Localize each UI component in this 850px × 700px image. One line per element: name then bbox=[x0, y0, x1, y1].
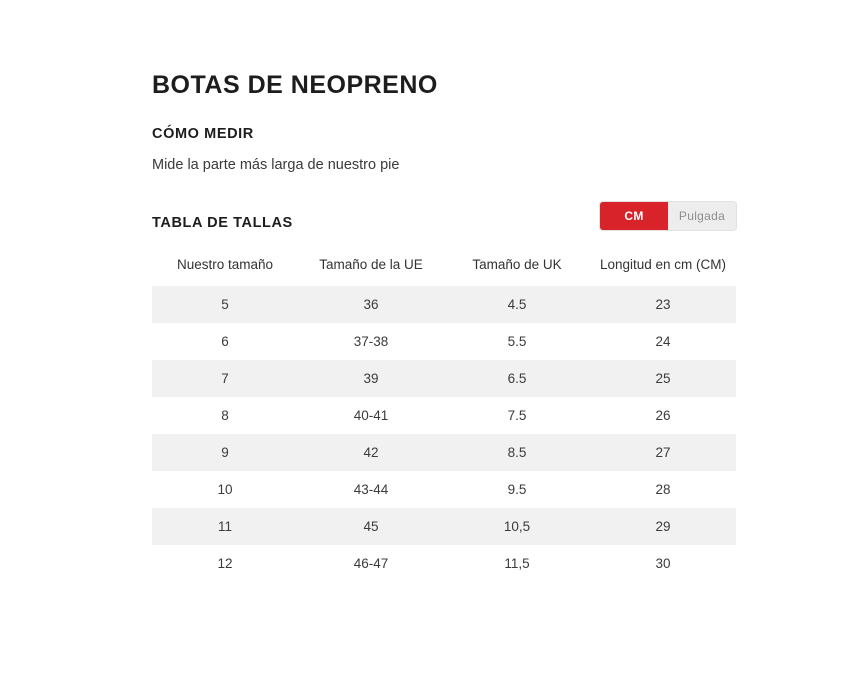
cell-our-size: 5 bbox=[152, 286, 298, 323]
table-row bbox=[152, 323, 736, 360]
cell-length-cm: 25 bbox=[590, 360, 736, 397]
cell-uk-size: 9.5 bbox=[444, 471, 590, 508]
cell-eu-size: 43-44 bbox=[298, 471, 444, 508]
column-header-length-cm: Longitud en cm (CM) bbox=[590, 248, 736, 286]
column-header-uk-size: Tamaño de UK bbox=[444, 248, 590, 286]
table-row bbox=[152, 508, 736, 545]
size-table-head bbox=[152, 248, 736, 286]
size-chart-heading: TABLA DE TALLAS bbox=[152, 215, 293, 232]
column-header-our-size: Nuestro tamaño bbox=[152, 248, 298, 286]
cell-our-size: 7 bbox=[152, 360, 298, 397]
table-row bbox=[152, 434, 736, 471]
unit-toggle-inch[interactable]: Pulgada bbox=[668, 202, 736, 230]
cell-length-cm: 24 bbox=[590, 323, 736, 360]
cell-length-cm: 29 bbox=[590, 508, 736, 545]
table-header-row bbox=[152, 248, 736, 286]
cell-eu-size: 36 bbox=[298, 286, 444, 323]
cell-eu-size: 45 bbox=[298, 508, 444, 545]
size-chart-header bbox=[152, 208, 736, 238]
table-row bbox=[152, 545, 736, 582]
cell-length-cm: 28 bbox=[590, 471, 736, 508]
cell-length-cm: 23 bbox=[590, 286, 736, 323]
cell-our-size: 6 bbox=[152, 323, 298, 360]
cell-our-size: 10 bbox=[152, 471, 298, 508]
cell-uk-size: 8.5 bbox=[444, 434, 590, 471]
cell-our-size: 9 bbox=[152, 434, 298, 471]
cell-uk-size: 7.5 bbox=[444, 397, 590, 434]
cell-length-cm: 27 bbox=[590, 434, 736, 471]
size-table bbox=[152, 248, 736, 582]
cell-eu-size: 42 bbox=[298, 434, 444, 471]
content-container bbox=[152, 72, 736, 582]
cell-our-size: 11 bbox=[152, 508, 298, 545]
column-header-eu-size: Tamaño de la UE bbox=[298, 248, 444, 286]
cell-our-size: 8 bbox=[152, 397, 298, 434]
cell-eu-size: 37-38 bbox=[298, 323, 444, 360]
cell-uk-size: 4.5 bbox=[444, 286, 590, 323]
table-row bbox=[152, 286, 736, 323]
cell-eu-size: 46-47 bbox=[298, 545, 444, 582]
unit-toggle[interactable] bbox=[600, 202, 736, 230]
cell-uk-size: 6.5 bbox=[444, 360, 590, 397]
how-to-measure-heading: CÓMO MEDIR bbox=[152, 125, 254, 142]
page-title: BOTAS DE NEOPRENO bbox=[152, 71, 438, 99]
cell-our-size: 12 bbox=[152, 545, 298, 582]
table-row bbox=[152, 471, 736, 508]
cell-uk-size: 10,5 bbox=[444, 508, 590, 545]
cell-uk-size: 11,5 bbox=[444, 545, 590, 582]
size-table-body bbox=[152, 286, 736, 582]
unit-toggle-cm[interactable]: CM bbox=[600, 202, 668, 230]
cell-length-cm: 30 bbox=[590, 545, 736, 582]
how-to-measure-text: Mide la parte más larga de nuestro pie bbox=[152, 156, 400, 173]
cell-eu-size: 39 bbox=[298, 360, 444, 397]
cell-eu-size: 40-41 bbox=[298, 397, 444, 434]
table-row bbox=[152, 360, 736, 397]
table-row bbox=[152, 397, 736, 434]
cell-uk-size: 5.5 bbox=[444, 323, 590, 360]
cell-length-cm: 26 bbox=[590, 397, 736, 434]
